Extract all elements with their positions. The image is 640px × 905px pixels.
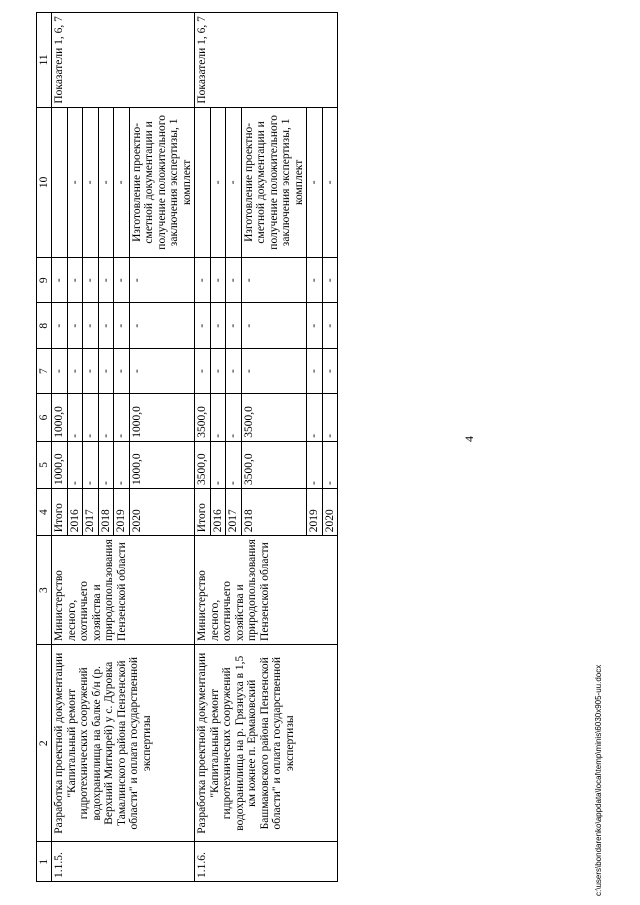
cell-c8: - xyxy=(241,303,307,348)
cell-c10: - xyxy=(67,107,83,257)
cell-year: 2019 xyxy=(307,489,323,536)
cell-c7: - xyxy=(114,348,130,393)
cell-c7: - xyxy=(52,348,68,393)
table-row xyxy=(195,13,211,882)
header-cell: 4 xyxy=(37,489,52,536)
cell-c6: - xyxy=(98,394,114,441)
cell-c9: - xyxy=(226,258,242,303)
cell-c5: - xyxy=(67,441,83,488)
cell-c7: - xyxy=(241,348,307,393)
cell-c6: - xyxy=(226,394,242,441)
cell-year: Итого xyxy=(195,489,211,536)
cell-c5: - xyxy=(226,441,242,488)
cell-c10: Изготовление проектно-сметной документации и получение положительного заключения экспертизы, 1 комплект xyxy=(241,107,307,257)
cell-c7: - xyxy=(226,348,242,393)
header-cell: 5 xyxy=(37,441,52,488)
cell-c9: - xyxy=(52,258,68,303)
cell-c8: - xyxy=(226,303,242,348)
cell-c9: - xyxy=(83,258,99,303)
table-row xyxy=(52,13,68,882)
cell-c6: 3500,0 xyxy=(241,394,307,441)
cell-year: 2018 xyxy=(98,489,114,536)
cell-c5: - xyxy=(114,441,130,488)
header-cell: 2 xyxy=(37,644,52,842)
cell-c7: - xyxy=(322,348,338,393)
cell-c9: - xyxy=(210,258,226,303)
cell-c8: - xyxy=(114,303,130,348)
cell-c8: - xyxy=(98,303,114,348)
cell-c10: - xyxy=(210,107,226,257)
cell-c9: - xyxy=(307,258,323,303)
cell-c9: - xyxy=(195,258,211,303)
cell-c5: 1000,0 xyxy=(129,441,195,488)
cell-executor: Министерство лесного, охотничьего хозяйства и природопользования Пензенской области xyxy=(195,536,338,645)
cell-c10: Изготовление проектно-сметной документации и получение положительного заключения экспертизы, 1 комплект xyxy=(129,107,195,257)
cell-c9: - xyxy=(322,258,338,303)
cell-c9: - xyxy=(67,258,83,303)
cell-c8: - xyxy=(129,303,195,348)
cell-c9: - xyxy=(129,258,195,303)
cell-c8: - xyxy=(195,303,211,348)
cell-c5: - xyxy=(83,441,99,488)
cell-c5: 3500,0 xyxy=(195,441,211,488)
cell-c5: 1000,0 xyxy=(52,441,68,488)
cell-c8: - xyxy=(83,303,99,348)
cell-c6: - xyxy=(67,394,83,441)
file-path-footer: c:\users\bondarenko\appdata\local\temp\minis\6030x905-uu.docx xyxy=(594,664,603,896)
rotated-table-sheet xyxy=(36,12,596,882)
cell-c6: - xyxy=(307,394,323,441)
cell-year: 2017 xyxy=(226,489,242,536)
cell-c5: - xyxy=(98,441,114,488)
cell-name: Разработка проектной документации "Капитальный ремонт гидротехнических сооружений водохранилища на балке б/н (р. Верхний Миткирей) у с. Дуровка Тамалинского района Пензенской области" и оплата государственной экспертизы xyxy=(52,644,195,842)
cell-c6: 1000,0 xyxy=(129,394,195,441)
cell-c7: - xyxy=(98,348,114,393)
cell-c7: - xyxy=(129,348,195,393)
cell-c5: - xyxy=(322,441,338,488)
cell-c7: - xyxy=(307,348,323,393)
cell-c5: 3500,0 xyxy=(241,441,307,488)
cell-executor: Министерство лесного, охотничьего хозяйства и природопользования Пензенской области xyxy=(52,536,195,645)
header-cell: 11 xyxy=(37,13,52,108)
cell-c6: - xyxy=(210,394,226,441)
cell-c10: - xyxy=(98,107,114,257)
cell-year: Итого xyxy=(52,489,68,536)
cell-c8: - xyxy=(307,303,323,348)
cell-indicators: Показатели 1, 6, 7 xyxy=(52,13,195,108)
program-table xyxy=(36,12,338,882)
cell-c10: - xyxy=(226,107,242,257)
cell-indicators: Показатели 1, 6, 7 xyxy=(195,13,338,108)
header-row xyxy=(37,13,52,882)
cell-c10 xyxy=(52,107,68,257)
cell-c7: - xyxy=(210,348,226,393)
cell-c9: - xyxy=(241,258,307,303)
cell-code: 1.1.6. xyxy=(195,842,338,882)
cell-c6: 1000,0 xyxy=(52,394,68,441)
cell-c7: - xyxy=(195,348,211,393)
cell-year: 2018 xyxy=(241,489,307,536)
cell-c8: - xyxy=(210,303,226,348)
cell-year: 2019 xyxy=(114,489,130,536)
cell-c7: - xyxy=(67,348,83,393)
cell-c7: - xyxy=(83,348,99,393)
header-cell: 1 xyxy=(37,842,52,882)
cell-c10: - xyxy=(83,107,99,257)
cell-c8: - xyxy=(52,303,68,348)
header-cell: 3 xyxy=(37,536,52,645)
cell-c8: - xyxy=(322,303,338,348)
cell-c6: 3500,0 xyxy=(195,394,211,441)
cell-c8: - xyxy=(67,303,83,348)
header-cell: 10 xyxy=(37,107,52,257)
cell-c10: - xyxy=(307,107,323,257)
page-number: 4 xyxy=(462,436,476,442)
cell-c9: - xyxy=(98,258,114,303)
cell-c5: - xyxy=(307,441,323,488)
cell-code: 1.1.5. xyxy=(52,842,195,882)
cell-c6: - xyxy=(83,394,99,441)
cell-c10 xyxy=(195,107,211,257)
header-cell: 9 xyxy=(37,258,52,303)
cell-year: 2020 xyxy=(129,489,195,536)
cell-year: 2016 xyxy=(67,489,83,536)
cell-c10: - xyxy=(114,107,130,257)
cell-c10: - xyxy=(322,107,338,257)
header-cell: 6 xyxy=(37,394,52,441)
cell-c5: - xyxy=(210,441,226,488)
header-cell: 7 xyxy=(37,348,52,393)
cell-year: 2017 xyxy=(83,489,99,536)
cell-c6: - xyxy=(322,394,338,441)
cell-c9: - xyxy=(114,258,130,303)
header-cell: 8 xyxy=(37,303,52,348)
cell-year: 2020 xyxy=(322,489,338,536)
cell-c6: - xyxy=(114,394,130,441)
cell-name: Разработка проектной документации "Капитальный ремонт гидротехнических сооружений водохранилища на р. Грязнуха в 1,5 км южнее п. Ермаковский Башмаковского района Пензенской области" и оплата государственной экспертизы xyxy=(195,644,338,842)
cell-year: 2016 xyxy=(210,489,226,536)
